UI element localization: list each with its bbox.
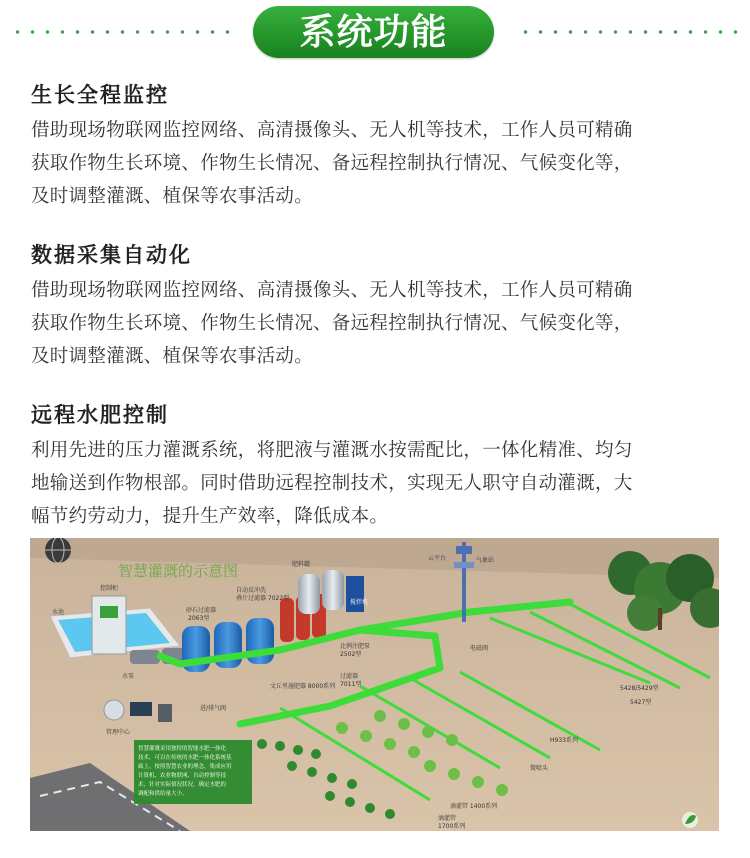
- label-central: 文丘里施肥器 8000系列: [270, 683, 336, 690]
- label-screen-filter-model: 叠片过滤器 7022型: [236, 595, 290, 602]
- section-data-collection: [31, 242, 731, 373]
- label-sand-filter: 砂石过滤器: [186, 607, 217, 614]
- irrigation-diagram-art: [30, 538, 719, 831]
- body-line: 及时调整灌溉、植保等农事活动。: [31, 186, 314, 207]
- label-control: 控制柜: [100, 585, 119, 592]
- label-filter-model: 7011型: [340, 681, 362, 688]
- fertilizer-tanks: [298, 570, 364, 614]
- title-dots-right: [518, 30, 748, 34]
- description-line: 调配和供给量大小。: [138, 791, 188, 797]
- section-remote-fertigation: [31, 402, 731, 533]
- label-pipe-a: H933系列: [550, 737, 578, 744]
- label-fert-pump-model: 2502型: [340, 651, 362, 658]
- label-weather: 气象站: [476, 557, 495, 564]
- diagram-title: 智慧灌溉的示意图: [118, 562, 239, 580]
- label-cloud: 云平台: [428, 555, 447, 562]
- description-line: 技术，可以在传统的水肥一体化系统基: [138, 755, 232, 761]
- description-line: 智慧灌溉采用独特的智能水肥一体化: [138, 746, 227, 752]
- label-valve: 电磁阀: [470, 645, 489, 652]
- globe-icon: [45, 538, 71, 563]
- section-heading: 生长全程监控: [31, 83, 169, 107]
- body-line: 借助现场物联网监控网络、高清摄像头、无人机等技术，工作人员可精确: [31, 120, 633, 141]
- label-spray: 微喷头: [530, 765, 549, 772]
- label-fert-pump: 比例注肥泵: [340, 643, 371, 650]
- section-body: [31, 434, 731, 533]
- section-growth-monitoring: [31, 82, 731, 213]
- label-pool: 水池: [52, 609, 65, 616]
- title-dots-left: [10, 30, 235, 34]
- body-line: 利用先进的压力灌溉系统，将肥液与灌溉水按需配比，一体化精准、均匀: [31, 440, 633, 461]
- body-line: 借助现场物联网监控网络、高清摄像头、无人机等技术，工作人员可精确: [31, 280, 633, 301]
- body-line: 幅节约劳动力，提升生产效率，降低成本。: [31, 506, 389, 527]
- section-heading: 数据采集自动化: [31, 243, 192, 267]
- label-pump: 水泵: [122, 673, 135, 680]
- section-body: [31, 114, 731, 213]
- leaf-icon: [682, 812, 698, 828]
- label-intake: 进/排气阀: [200, 705, 227, 712]
- label-mixer: 搅拌机: [350, 599, 369, 606]
- body-line: 地输送到作物根部。同时借助远程控制技术，实现无人职守自动灌溉，大: [31, 473, 633, 494]
- label-pipe-b: 5428/5429型: [620, 685, 659, 692]
- label-fertilizer-tank: 肥料罐: [292, 561, 311, 568]
- label-filter: 过滤器: [340, 673, 359, 680]
- description-line: 础上，按照智慧农业的理念，集成应用: [138, 764, 232, 770]
- description-line: 术，针对实际情况状况，确定水肥的: [138, 782, 227, 788]
- description-line: 计算机、农业物联网、自动控制等技: [138, 773, 227, 779]
- body-line: 获取作物生长环境、作物生长情况、备远程控制执行情况、气候变化等，: [31, 313, 633, 334]
- label-spray-model: 5427型: [630, 699, 652, 706]
- label-pipe-c: 滴灌带 1400系列: [450, 803, 498, 810]
- body-line: 及时调整灌溉、植保等农事活动。: [31, 346, 314, 367]
- control-cabinet: [92, 596, 126, 654]
- cabinet-panel: [100, 606, 118, 618]
- label-drip: 滴灌管: [438, 815, 457, 822]
- page-title: 系统功能: [253, 6, 494, 58]
- section-body: [31, 274, 731, 373]
- label-monitor-center: 管理中心: [106, 729, 131, 736]
- irrigation-diagram: [30, 538, 719, 831]
- label-backwash: 自动反冲洗: [236, 587, 267, 594]
- section-heading: 远程水肥控制: [31, 403, 169, 427]
- label-drip-model: 1700系列: [438, 823, 466, 830]
- body-line: 获取作物生长环境、作物生长情况、备远程控制执行情况、气候变化等，: [31, 153, 633, 174]
- label-sand-filter-model: 2063型: [188, 615, 210, 622]
